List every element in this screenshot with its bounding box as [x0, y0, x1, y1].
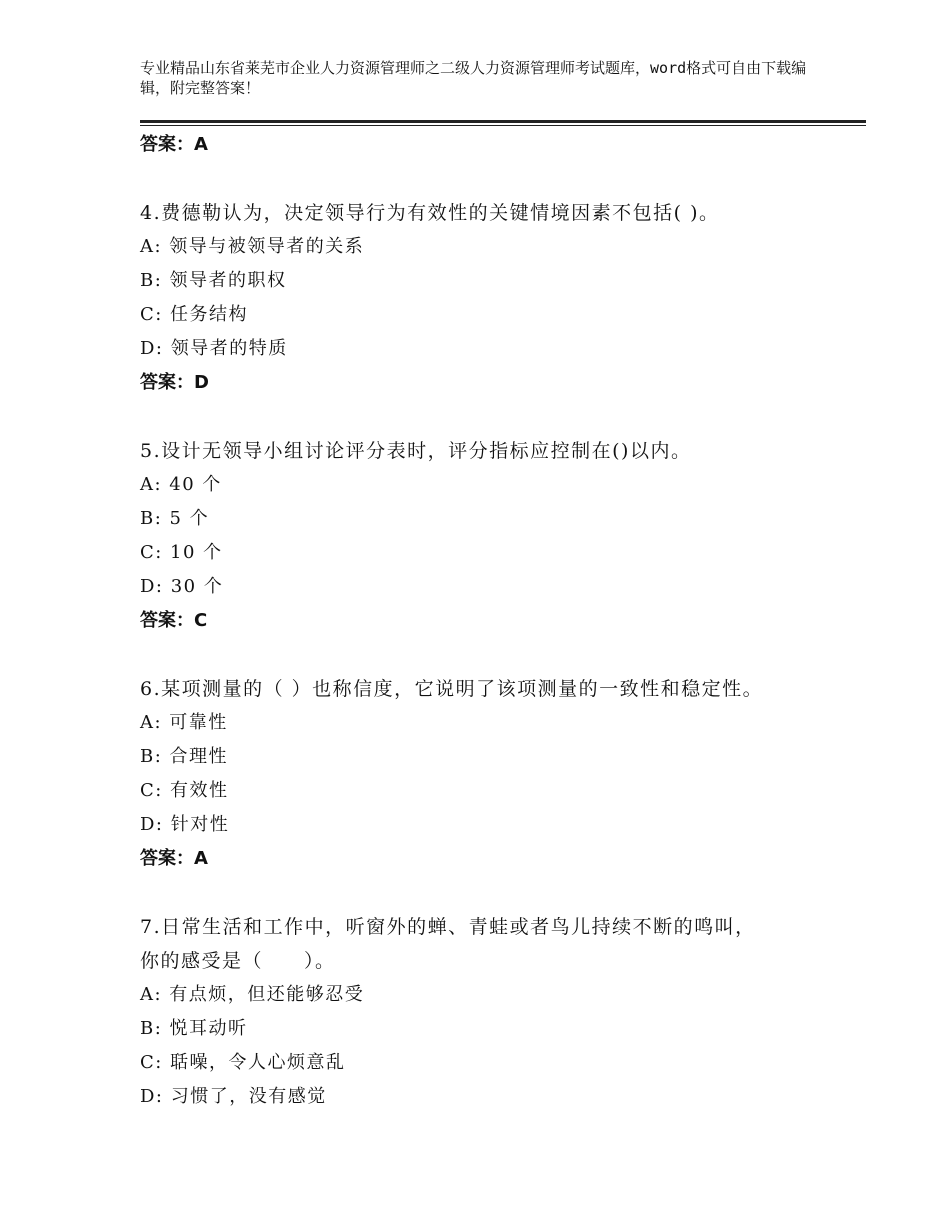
question-text-line-1: 7.日常生活和工作中，听窗外的蝉、青蛙或者鸟儿持续不断的鸣叫， — [140, 916, 756, 938]
question-6 — [140, 672, 840, 876]
option-a: A: 领导与被领导者的关系 — [140, 236, 365, 257]
option-d: D: 习惯了，没有感觉 — [140, 1086, 327, 1107]
header-rule-thin — [140, 125, 866, 126]
option-c: C: 有效性 — [140, 780, 229, 801]
option-d: D: 30 个 — [140, 576, 224, 597]
document-header: 专业精品山东省莱芜市企业人力资源管理师之二级人力资源管理师考试题库，word格式可自由下载编辑，附完整答案！ — [140, 59, 807, 97]
question-text: 5.设计无领导小组讨论评分表时，评分指标应控制在()以内。 — [140, 440, 692, 462]
option-b: B: 领导者的职权 — [140, 270, 287, 291]
answer-label: 答案：D — [140, 372, 209, 393]
option-c: C: 10 个 — [140, 542, 223, 563]
question-5 — [140, 434, 840, 638]
question-list — [140, 128, 840, 1114]
option-d: D: 领导者的特质 — [140, 338, 288, 359]
answer-label: 答案：A — [140, 848, 208, 869]
option-a: A: 有点烦，但还能够忍受 — [140, 984, 365, 1005]
option-b: B: 悦耳动听 — [140, 1018, 248, 1039]
option-a: A: 40 个 — [140, 474, 222, 495]
question-text-line-2: 你的感受是（ ）。 — [140, 950, 336, 972]
option-c: C: 任务结构 — [140, 304, 249, 325]
option-d: D: 针对性 — [140, 814, 230, 835]
answer-label: 答案：C — [140, 610, 208, 631]
option-c: C: 聒噪，令人心烦意乱 — [140, 1052, 346, 1073]
answer-label: 答案：A — [140, 134, 208, 155]
question-4 — [140, 196, 840, 400]
question-text: 4.费德勒认为，决定领导行为有效性的关键情境因素不包括( )。 — [140, 202, 720, 224]
option-b: B: 5 个 — [140, 508, 210, 529]
question-7 — [140, 910, 840, 1114]
option-a: A: 可靠性 — [140, 712, 228, 733]
header-rule-thick — [140, 120, 866, 123]
question-text: 6.某项测量的（ ）也称信度，它说明了该项测量的一致性和稳定性。 — [140, 678, 764, 700]
option-b: B: 合理性 — [140, 746, 229, 767]
